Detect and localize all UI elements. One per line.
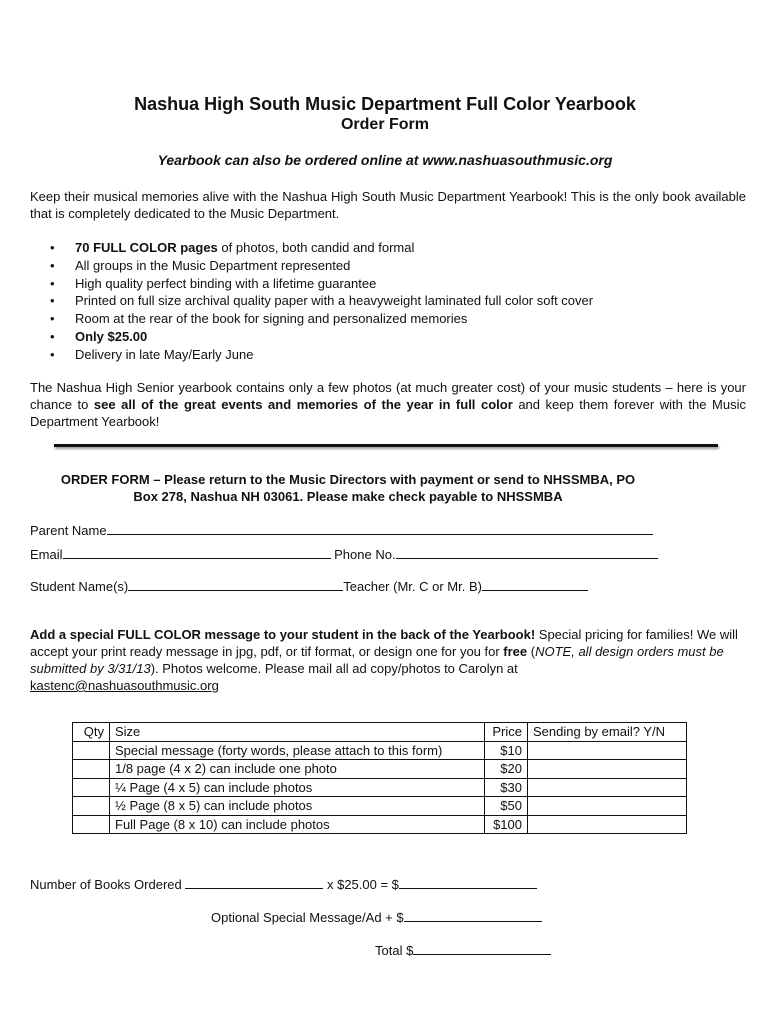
ad-pricing-table <box>72 722 687 834</box>
books-amount-field[interactable] <box>399 875 537 889</box>
phone-field[interactable]: Phone No. <box>334 547 657 562</box>
section-divider <box>54 444 718 447</box>
list-item: • Room at the rear of the book for signing and personalized memories <box>50 311 468 327</box>
table-row: Full Page (8 x 10) can include photos $100 <box>73 815 687 834</box>
list-item: • Only $25.00 <box>50 328 148 344</box>
qty-header: Qty <box>73 723 110 742</box>
qty-cell[interactable] <box>73 741 110 760</box>
list-item: • All groups in the Music Department represented <box>50 257 351 273</box>
email-yn-cell[interactable] <box>528 760 687 779</box>
bullet-icon: • <box>50 328 55 344</box>
list-item: • Delivery in late May/Early June <box>50 346 254 362</box>
ad-amount-field[interactable] <box>404 908 542 922</box>
table-header-row <box>73 723 687 742</box>
table-row: Special message (forty words, please attach to this form) $10 <box>73 741 687 760</box>
qty-cell[interactable] <box>73 797 110 816</box>
email-yn-cell[interactable] <box>528 741 687 760</box>
order-form-heading: ORDER FORM – Please return to the Music Directors with payment or send to NHSSMBA, PO Box 278, Nashua NH 03061. Please make check payable to NHSSMBA <box>60 472 636 504</box>
list-item: • Printed on full size archival quality paper with a heavyweight laminated full color soft cover <box>50 293 594 309</box>
table-row: ¼ Page (4 x 5) can include photos $30 <box>73 778 687 797</box>
bullet-icon: • <box>50 275 55 291</box>
online-order-note: Yearbook can also be ordered online at www.nashuasouthmusic.org <box>157 152 613 168</box>
contact-email-link[interactable]: kastenc@nashuasouthmusic.org <box>30 678 219 693</box>
document-title: Nashua High South Music Department Full Color Yearbook <box>134 94 636 114</box>
email-field[interactable]: Email <box>30 547 331 562</box>
list-item: • High quality perfect binding with a lifetime guarantee <box>50 275 377 291</box>
senior-yearbook-note: The Nashua High Senior yearbook contains only a few photos (at much greater cost) of your music students – here is your chance to see all of the great events and memories of the year in full color and keep them forever with the Music Department Yearbook! <box>30 380 746 429</box>
qty-cell[interactable] <box>73 778 110 797</box>
bullet-icon: • <box>50 293 55 309</box>
feature-list <box>50 239 593 364</box>
parent-name-field[interactable]: Parent Name <box>30 521 653 539</box>
books-ordered-row: Number of Books Ordered x $25.00 = $ <box>30 875 537 893</box>
special-ad-row: Optional Special Message/Ad + $ <box>211 908 542 926</box>
email-phone-row <box>30 545 658 563</box>
bullet-icon: • <box>50 257 55 273</box>
email-yn-cell[interactable] <box>528 797 687 816</box>
total-row: Total $ <box>375 941 551 959</box>
list-item: • 70 FULL COLOR pages of photos, both candid and formal <box>50 240 415 255</box>
table-row: 1/8 page (4 x 2) can include one photo $20 <box>73 760 687 779</box>
document-subtitle: Order Form <box>340 116 429 133</box>
qty-cell[interactable] <box>73 815 110 834</box>
qty-cell[interactable] <box>73 760 110 779</box>
size-header: Size <box>110 723 485 742</box>
teacher-field[interactable]: Teacher (Mr. C or Mr. B) <box>343 579 588 594</box>
email-yn-cell[interactable] <box>528 778 687 797</box>
table-row: ½ Page (8 x 5) can include photos $50 <box>73 797 687 816</box>
email-yn-cell[interactable] <box>528 815 687 834</box>
student-teacher-row <box>30 577 588 595</box>
bullet-icon: • <box>50 311 55 327</box>
special-message-paragraph: Add a special FULL COLOR message to your student in the back of the Yearbook! Special pricing for families! We will accept your print ready message in jpg, pdf, or tif format, or design one for you for free (NOTE, all design orders must be submitted by 3/31/13). Photos welcome. Please mail all ad copy/photos to Carolyn at kastenc@nashuasouthmusic.org <box>30 627 738 693</box>
price-header: Price <box>485 723 528 742</box>
intro-paragraph: Keep their musical memories alive with the Nashua High South Music Department Yearbook! This is the only book available that is completely dedicated to the Music Department. <box>30 189 746 221</box>
books-quantity-field[interactable] <box>185 875 323 889</box>
email-header: Sending by email? Y/N <box>528 723 687 742</box>
total-amount-field[interactable] <box>413 941 551 955</box>
student-name-field[interactable]: Student Name(s) <box>30 579 343 594</box>
bullet-icon: • <box>50 240 55 255</box>
bullet-icon: • <box>50 346 55 362</box>
